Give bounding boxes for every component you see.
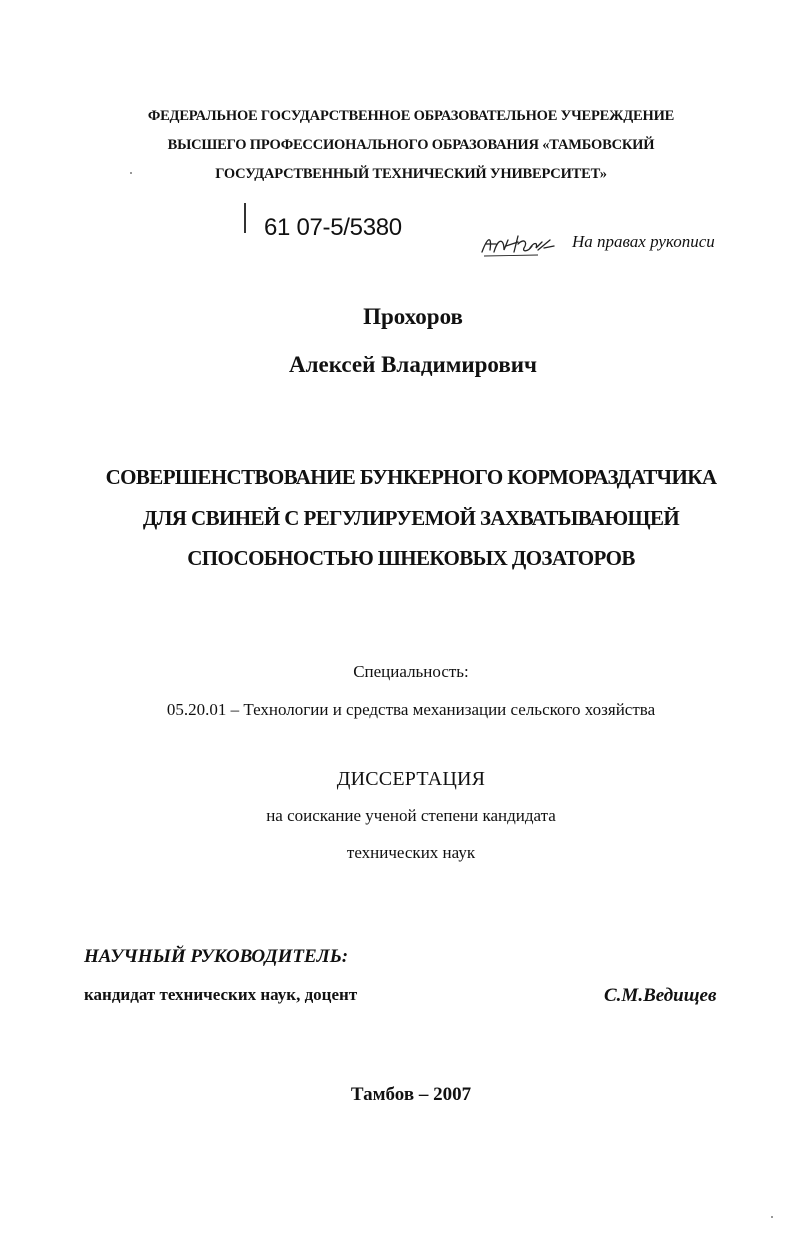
stamp-mark bbox=[244, 203, 246, 233]
institution-line-3: ГОСУДАРСТВЕННЫЙ ТЕХНИЧЕСКИЙ УНИВЕРСИТЕТ» bbox=[215, 166, 607, 182]
title-line-1: СОВЕРШЕНСТВОВАНИЕ БУНКЕРНОГО КОРМОРАЗДАТЧИКА bbox=[105, 465, 717, 489]
dissertation-line-1: на соискание ученой степени кандидата bbox=[266, 806, 556, 825]
rights-note: На правах рукописи bbox=[572, 232, 715, 251]
city-year: Тамбов – 2007 bbox=[350, 1084, 472, 1105]
author-surname: Прохоров bbox=[363, 304, 463, 329]
scan-speck bbox=[130, 172, 132, 174]
supervisor-degree: кандидат технических наук, доцент bbox=[84, 985, 358, 1004]
institution-line-1: ФЕДЕРАЛЬНОЕ ГОСУДАРСТВЕННОЕ ОБРАЗОВАТЕЛЬНОЕ УЧЕРЕЖДЕНИЕ bbox=[147, 108, 675, 124]
author-signature-icon bbox=[478, 228, 558, 262]
title-line-3: СПОСОБНОСТЬЮ ШНЕКОВЫХ ДОЗАТОРОВ bbox=[187, 546, 635, 570]
dissertation-heading: ДИССЕРТАЦИЯ bbox=[336, 768, 486, 790]
title-line-2: ДЛЯ СВИНЕЙ С РЕГУЛИРУЕМОЙ ЗАХВАТЫВАЮЩЕЙ bbox=[142, 506, 680, 530]
supervisor-label: НАУЧНЫЙ РУКОВОДИТЕЛЬ: bbox=[84, 946, 349, 967]
specialty-label: Специальность: bbox=[353, 662, 469, 681]
supervisor-name: С.М.Ведищев bbox=[604, 985, 717, 1006]
author-given-names: Алексей Владимирович bbox=[288, 352, 537, 377]
institution-line-2: ВЫСШЕГО ПРОФЕССИОНАЛЬНОГО ОБРАЗОВАНИЯ «ТАМБОВСКИЙ bbox=[167, 137, 655, 153]
specialty-value: 05.20.01 – Технологии и средства механизации сельского хозяйства bbox=[166, 700, 656, 719]
dissertation-line-2: технических наук bbox=[346, 843, 476, 862]
registry-code: 61 07-5/5380 bbox=[264, 214, 402, 241]
scan-speck bbox=[771, 1216, 773, 1218]
